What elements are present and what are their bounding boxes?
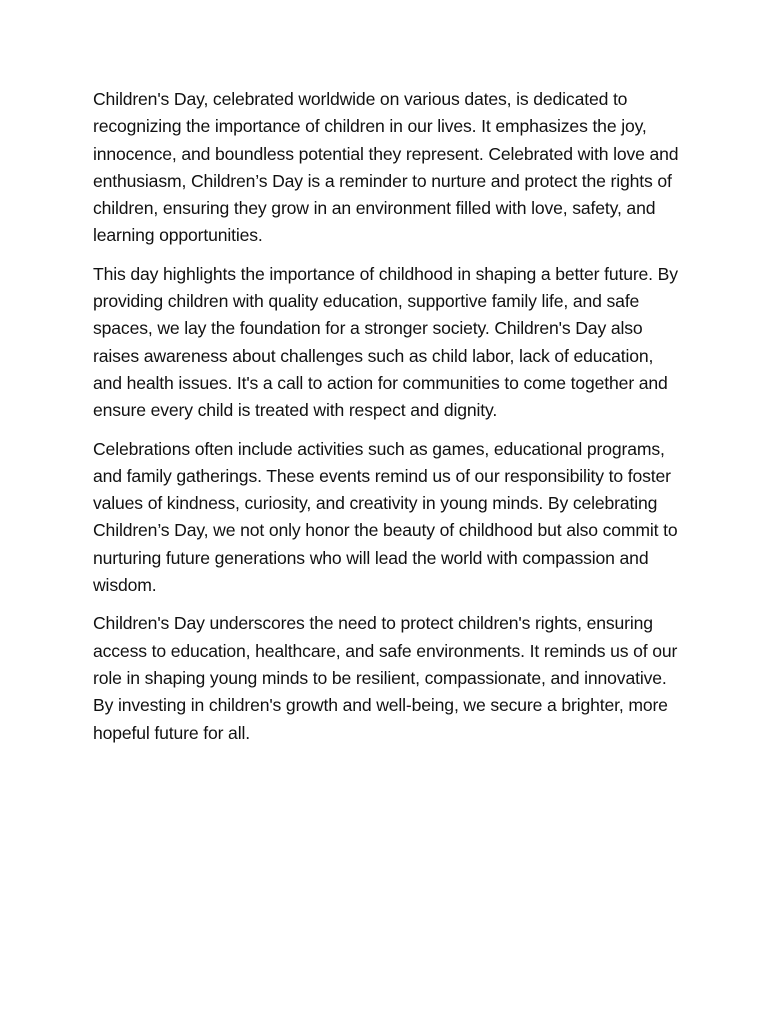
paragraph-conclusion: Children's Day underscores the need to protect children's rights, ensuring access to education, healthcare, and safe environments. It reminds us of our role in shaping young minds to be resilient, compassionate, and innovative. By investing in children's growth and well-being, we secure a brighter, more hopeful future for all. — [93, 613, 678, 743]
paragraph-celebrations: Celebrations often include activities such as games, educational programs, and family gatherings. These events remind us of our responsibility to foster values of kindness, curiosity, and creativity in young minds. By celebrating Children’s Day, we not only honor the beauty of childhood but also commit to nurturing future generations who will lead the world with compassion and wisdom. — [93, 438, 678, 596]
paragraph-intro: Children's Day, celebrated worldwide on various dates, is dedicated to recognizing the importance of children in our lives. It emphasizes the joy, innocence, and boundless potential they represent. Celebrated with love and enthusiasm, Children’s Day is a reminder to nurture and protect the rights of children, ensuring they grow in an environment filled with love, safety, and learning opportunities. — [93, 89, 679, 246]
paragraph-importance: This day highlights the importance of childhood in shaping a better future. By providing children with quality education, supportive family life, and safe spaces, we lay the foundation for a stronger society. Children's Day also raises awareness about challenges such as child labor, lack of education, and health issues. It's a call to action for communities to come together and ensure every child is treated with respect and dignity. — [93, 263, 678, 421]
document-body — [93, 86, 683, 758]
